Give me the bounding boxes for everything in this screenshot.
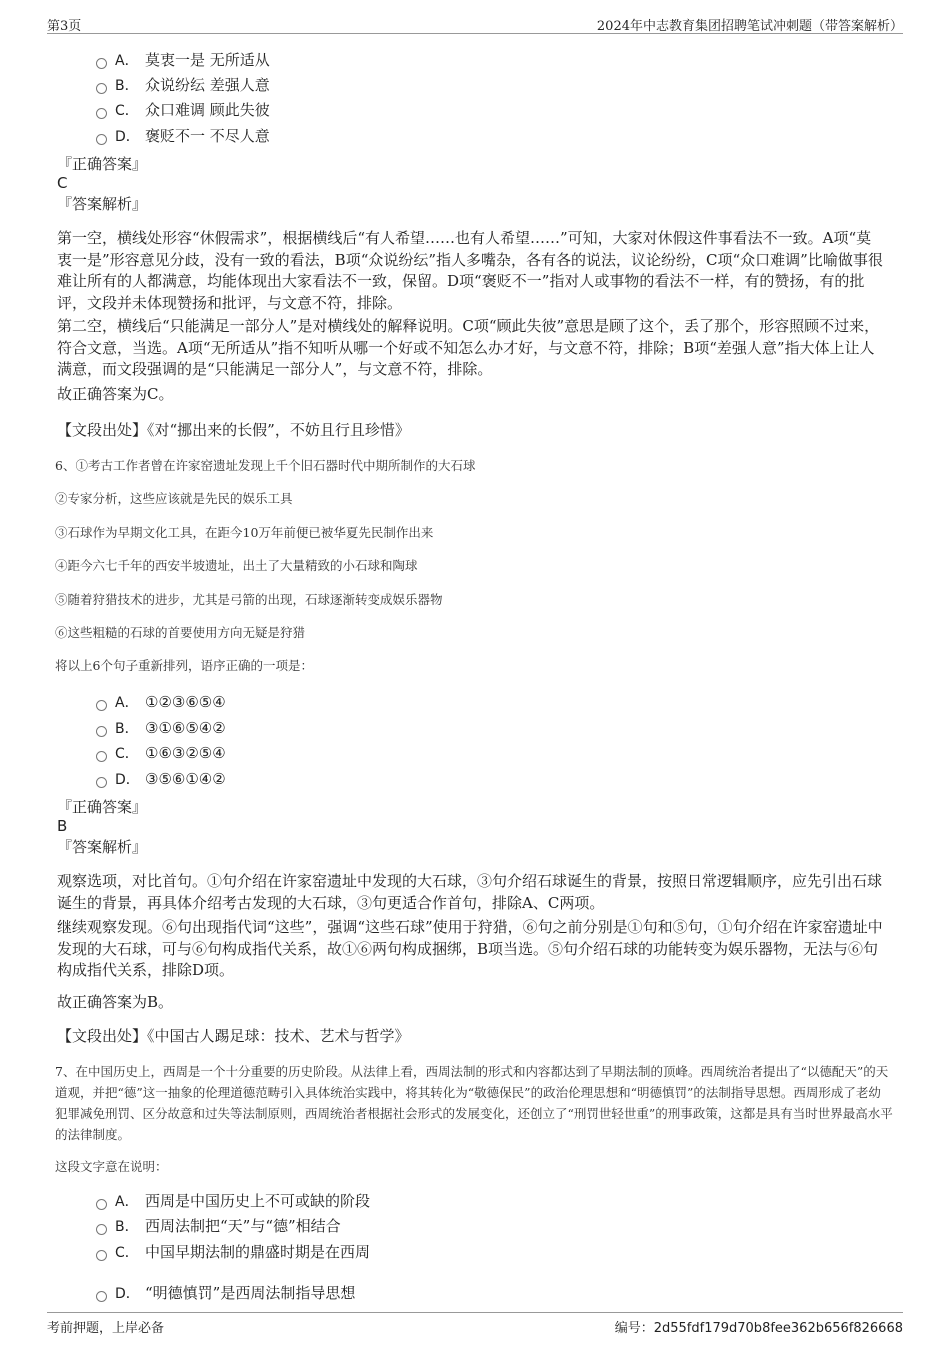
q5-analysis-label: 『答案解析』: [57, 195, 148, 213]
q7-option-b[interactable]: B． 西周法制把“天”与“德”相结合: [96, 1216, 341, 1237]
radio-icon[interactable]: [96, 1224, 107, 1235]
q6-prompt: 将以上6个句子重新排列，语序正确的一项是：: [55, 658, 313, 673]
q7-option-a[interactable]: A． 西周是中国历史上不可或缺的阶段: [96, 1191, 370, 1212]
q6-analysis-label: 『答案解析』: [57, 838, 148, 856]
q5-option-a[interactable]: A． 莫衷一是 无所适从: [96, 50, 270, 71]
q6-sentence: ⑥这些粗糙的石球的首要使用方向无疑是狩猎: [55, 625, 306, 640]
q6-option-a[interactable]: A． ①②③⑥⑤④: [96, 692, 226, 713]
radio-icon[interactable]: [96, 134, 107, 145]
q5-analysis-paragraph: 第一空，横线处形容“休假需求”，根据横线后“有人希望……也有人希望……”可知，大家对休假这件事看法不一致。A项“莫衷一是”形容意见分歧，没有一致的看法，B项“众说纷纭”指人多嘴杂，各有各的说法，议论纷纷，C项“众口难调”比喻做事很难让所有的人都满意，均能体现出大家看法不一致，保留。D项“褒贬不一”指对人或事物的看法不一样，有的赞扬，有的批评，文段并未体现赞扬和批评，与文意不符，排除。: [57, 229, 883, 312]
radio-icon[interactable]: [96, 726, 107, 737]
q6-analysis-paragraph: 继续观察发现。⑥句出现指代词“这些”，强调“这些石球”使用于狩猎，⑥句之前分别是①句和⑤句，①句介绍在许家窑遗址中发现的大石球，可与⑥句构成指代关系，故①⑥两句构成捆绑，B项当选。⑤句介绍石球的功能转变为娱乐器物，无法与⑥句构成指代关系，排除D项。: [57, 918, 883, 979]
q5-answer-label: 『正确答案』: [57, 155, 148, 173]
q6-source: 【文段出处】《中国古人踢足球：技术、艺术与哲学》: [57, 1027, 410, 1045]
q6-option-b[interactable]: B． ③①⑥⑤④②: [96, 718, 226, 739]
q6-sentence: ⑤随着狩猎技术的进步，尤其是弓箭的出现，石球逐渐转变成娱乐器物: [55, 592, 443, 607]
radio-icon[interactable]: [96, 1250, 107, 1261]
radio-icon[interactable]: [96, 700, 107, 711]
q7-stem: 7、在中国历史上，西周是一个十分重要的历史阶段。从法律上看，西周法制的形式和内容都达到了早期法制的顶峰。西周统治者提出了“以德配天”的天道观，并把“德”这一抽象的伦理道德范畴引入具体统治实践中，将其转化为“敬德保民”的政治伦理思想和“明德慎罚”的法制指导思想。西周形成了老幼犯罪减免刑罚、区分故意和过失等法制原则，西周统治者根据社会形式的发展变化，还创立了“刑罚世轻世重”的刑事政策，这都是具有当时世界最高水平的法律制度。: [55, 1064, 893, 1142]
q5-option-d[interactable]: D． 褒贬不一 不尽人意: [96, 126, 270, 147]
q6-sentence: ③石球作为早期文化工具，在距今10万年前便已被华夏先民制作出来: [55, 525, 434, 540]
q5-option-b[interactable]: B． 众说纷纭 差强人意: [96, 75, 270, 96]
page-number: 第3页: [47, 19, 82, 34]
q5-analysis-paragraph: 第二空，横线后“只能满足一部分人”是对横线处的解释说明。C项“顾此失彼”意思是顾了这个，丢了那个，形容照顾不过来，符合文意，当选。A项“无所适从”指不知听从哪一个好或不知怎么办才好，与文意不符，排除；B项“差强人意”指大体上让人满意，而文段强调的是“只能满足一部分人”，与文意不符，排除。: [57, 317, 880, 378]
page-footer: [47, 1312, 903, 1335]
q7-prompt: 这段文字意在说明：: [55, 1159, 168, 1174]
document-id: 编号：2d55fdf179d70b8fee362b656f826668: [614, 1321, 903, 1336]
radio-icon[interactable]: [96, 108, 107, 119]
q6-option-d[interactable]: D． ③⑤⑥①④②: [96, 769, 226, 790]
radio-icon[interactable]: [96, 751, 107, 762]
q7-option-d[interactable]: D． “明德慎罚”是西周法制指导思想: [96, 1283, 355, 1304]
q7-option-c[interactable]: C． 中国早期法制的鼎盛时期是在西周: [96, 1242, 370, 1263]
q6-analysis-paragraph: 观察选项，对比首句。①句介绍在许家窑遗址中发现的大石球，③句介绍石球诞生的背景，按照日常逻辑顺序，应先引出石球诞生的背景，再具体介绍考古发现的大石球，③句更适合作首句，排除A、C两项。: [57, 872, 883, 912]
q6-stem: 6、①考古工作者曾在许家窑遗址发现上千个旧石器时代中期所制作的大石球: [55, 458, 476, 473]
radio-icon[interactable]: [96, 777, 107, 788]
q6-conclusion: 故正确答案为B。: [57, 993, 174, 1011]
radio-icon[interactable]: [96, 1291, 107, 1302]
q6-sentence: ④距今六七千年的西安半坡遗址，出土了大量精致的小石球和陶球: [55, 558, 418, 573]
footer-slogan: 考前押题，上岸必备: [47, 1321, 165, 1336]
q5-source: 【文段出处】《对“挪出来的长假”，不妨且行且珍惜》: [57, 421, 410, 439]
q6-answer: B: [57, 817, 68, 835]
q5-conclusion: 故正确答案为C。: [57, 385, 174, 403]
q6-sentence: ②专家分析，这些应该就是先民的娱乐工具: [55, 491, 293, 506]
radio-icon[interactable]: [96, 83, 107, 94]
q6-answer-label: 『正确答案』: [57, 798, 148, 816]
document-title: 2024年中志教育集团招聘笔试冲刺题（带答案解析）: [596, 19, 903, 34]
q5-option-c[interactable]: C． 众口难调 顾此失彼: [96, 100, 270, 121]
q6-option-c[interactable]: C． ①⑥③②⑤④: [96, 743, 226, 764]
q5-answer: C: [57, 174, 68, 192]
page-header: [47, 13, 903, 34]
radio-icon[interactable]: [96, 58, 107, 69]
radio-icon[interactable]: [96, 1199, 107, 1210]
